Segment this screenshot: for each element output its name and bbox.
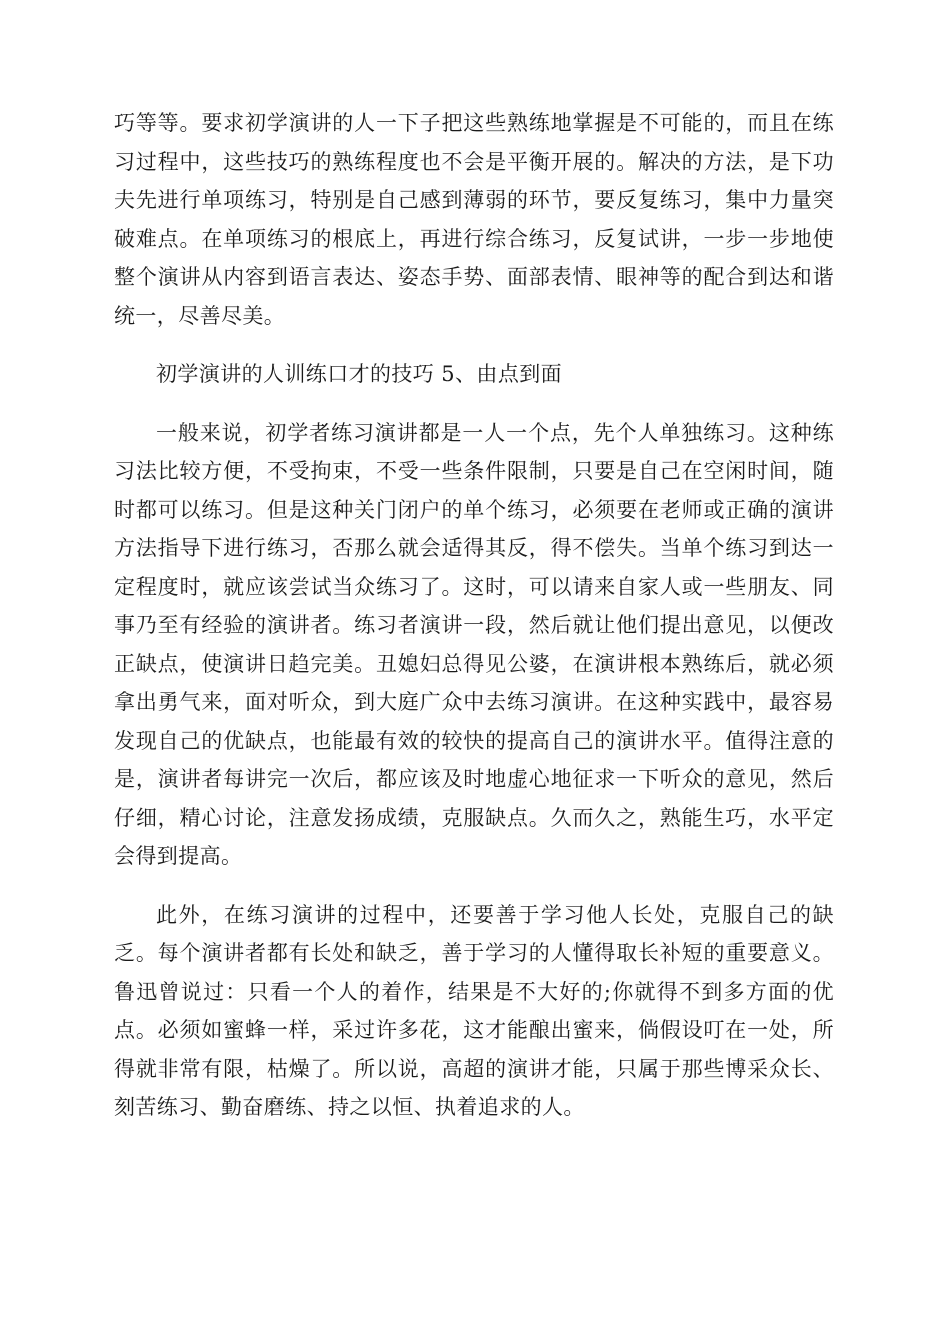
paragraph-point-to-surface: 一般来说，初学者练习演讲都是一人一个点，先个人单独练习。这种练习法比较方便，不受拘束，不受一些条件限制，只要是自己在空闲时间，随时都可以练习。但是这种关门闭户的单个练习，必须要在老师或正确的演讲方法指导下进行练习，否那么就会适得其反，得不偿失。当单个练习到达一定程度时，就应该尝试当众练习了。这时，可以请来自家人或一些朋友、同事乃至有经验的演讲者。练习者演讲一段，然后就让他们提出意见，以便改正缺点，使演讲日趋完美。丑媳妇总得见公婆，在演讲根本熟练后，就必须拿出勇气来，面对听众，到大庭广众中去练习演讲。在这种实践中，最容易发现自己的优缺点，也能最有效的较快的提高自己的演讲水平。值得注意的是，演讲者每讲完一次后，都应该及时地虚心地征求一下听众的意见，然后仔细，精心讨论，注意发扬成绩，克服缺点。久而久之，熟能生巧，水平定会得到提高。 — [114, 420, 834, 868]
document-body — [114, 104, 834, 1147]
paragraph-learn-from-others: 此外，在练习演讲的过程中，还要善于学习他人长处，克服自己的缺乏。每个演讲者都有长处和缺乏，善于学习的人懂得取长补短的重要意义。鲁迅曾说过：只看一个人的着作，结果是不大好的;你就得不到多方面的优点。必须如蜜蜂一样，采过许多花，这才能酿出蜜来，倘假设叮在一处，所得就非常有限，枯燥了。所以说，高超的演讲才能，只属于那些博采众长、刻苦练习、勤奋磨练、持之以恒、执着追求的人。 — [114, 902, 834, 1119]
paragraph-continued: 巧等等。要求初学演讲的人一下子把这些熟练地掌握是不可能的，而且在练习过程中，这些技巧的熟练程度也不会是平衡开展的。解决的方法，是下功夫先进行单项练习，特别是自己感到薄弱的环节，要反复练习，集中力量突破难点。在单项练习的根底上，再进行综合练习，反复试讲，一步一步地使整个演讲从内容到语言表达、姿态手势、面部表情、眼神等的配合到达和谐统一，尽善尽美。 — [114, 111, 834, 328]
section-heading: 初学演讲的人训练口才的技巧 5、由点到面 — [156, 362, 563, 386]
